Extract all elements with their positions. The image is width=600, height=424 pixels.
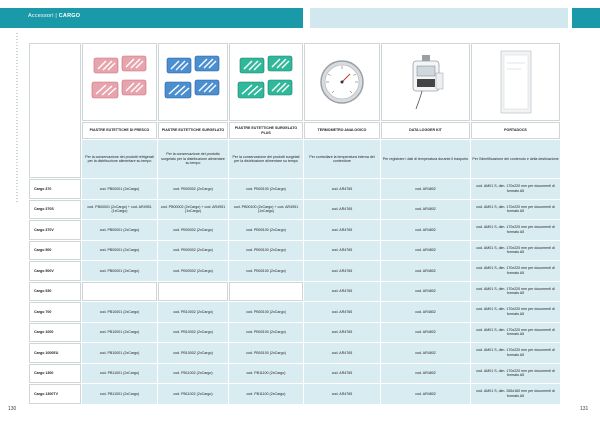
table-cell: cod. PB00100 (2xCargo) — [229, 179, 303, 199]
table-row — [29, 364, 560, 384]
product-description: Per la conservazione dei prodotti refrigerati per la distribuzione alimentare su tempo — [82, 140, 157, 178]
dotted-margin-decoration — [16, 32, 18, 204]
table-cell: cod. AR4802 — [381, 384, 470, 404]
table-cell: cod. PB00001 (2xCargo) — [82, 220, 157, 240]
table-cell: cod. PB10002 (2xCargo) — [158, 302, 228, 322]
section-title: Accessori | CARGO — [28, 13, 81, 19]
table-cell: cod. AR4765 — [304, 323, 380, 343]
model-label: Cargo 700 — [29, 302, 81, 322]
product-image-cell — [82, 43, 157, 121]
table-cell: cod. PB11001 (2xCargo) — [82, 364, 157, 384]
product-image-cell — [229, 43, 303, 121]
table-cell: cod. AM01 S, dim. 170x220 mm per documenti di formato A5 — [471, 282, 560, 302]
table-cell: cod. PB00002 (2xCargo) + cod. AR4951 (1xCargo) — [158, 200, 228, 220]
model-label: Cargo 370 — [29, 179, 81, 199]
product-image-cell — [304, 43, 380, 121]
blue-perforated-plates-image — [161, 52, 225, 112]
table-cell: cod. PB00002 (2xCargo) — [158, 241, 228, 261]
product-description: Per controllare la temperatura interna del contenitore — [304, 140, 380, 178]
table-cell: cod. AR4765 — [304, 343, 380, 363]
table-cell: cod. AR4765 — [304, 220, 380, 240]
analog-thermometer-image — [312, 52, 372, 112]
table-cell: cod. PB00100 (2xCargo) — [229, 241, 303, 261]
table-cell: cod. AR4765 — [304, 282, 380, 302]
table-cell: cod. PB00100 (2xCargo) — [229, 323, 303, 343]
model-label: Cargo 500V — [29, 261, 81, 281]
accessories-table — [28, 42, 561, 405]
table-cell: cod. PB00002 (2xCargo) — [158, 220, 228, 240]
table-cell: cod. PB10001 (2xCargo) — [82, 302, 157, 322]
table-cell: cod. PB00100 (2xCargo) — [229, 220, 303, 240]
header-band-left — [0, 8, 303, 28]
table-cell: cod. AR4765 — [304, 364, 380, 384]
page-header — [0, 8, 600, 28]
table-row — [29, 302, 560, 322]
table-cell: cod. AR4765 — [304, 200, 380, 220]
table-cell: cod. PB00001 (2xCargo) — [82, 179, 157, 199]
product-description: Per l'identificazione del contenuto e della destinazione — [471, 140, 560, 178]
table-cell: cod. AR4802 — [381, 241, 470, 261]
table-cell: cod. PB10001 (2xCargo) — [82, 343, 157, 363]
table-cell — [229, 282, 303, 302]
table-cell: cod. AM01 S, dim. 265x160 mm per documenti di formato A5 — [471, 384, 560, 404]
model-label: Cargo 1300 — [29, 364, 81, 384]
table-cell: cod. PB00100 (2xCargo) — [229, 302, 303, 322]
product-name: TERMOMETRO ANALOGICO — [304, 122, 380, 139]
table-cell: cod. PB00002 (2xCargo) — [158, 261, 228, 281]
table-cell: cod. PB00001 (2xCargo) + cod. AR4951 (1xCargo) — [82, 200, 157, 220]
data-logger-image — [396, 51, 456, 113]
product-image-cell — [381, 43, 470, 121]
page-number-left: 130 — [8, 406, 17, 412]
table-cell: cod. AR4802 — [381, 323, 470, 343]
table-cell: cod. AM01 S, dim. 170x220 mm per documenti di formato A5 — [471, 302, 560, 322]
product-name-row — [29, 122, 560, 139]
model-label: Cargo 500 — [29, 241, 81, 261]
table-cell — [158, 282, 228, 302]
product-name: PIASTRE EUTETTICHE SURGELATO PLUS — [229, 122, 303, 139]
table-cell: cod. AM01 S, dim. 170x220 mm per documenti di formato A5 — [471, 200, 560, 220]
table-row — [29, 343, 560, 363]
product-name: PIASTRE EUTETTICHE SURGELATO — [158, 122, 228, 139]
table-cell: cod. PB00002 (2xCargo) — [158, 179, 228, 199]
table-row — [29, 220, 560, 240]
table-corner-cell — [29, 43, 81, 178]
table-cell: cod. AR4802 — [381, 200, 470, 220]
model-label: Cargo 1000 — [29, 323, 81, 343]
table-cell: cod. AR4802 — [381, 364, 470, 384]
product-description-row — [29, 140, 560, 178]
table-cell: cod. PB10001 (2xCargo) — [82, 323, 157, 343]
table-cell: cod. AM01 S, dim. 170x220 mm per documenti di formato A5 — [471, 364, 560, 384]
table-cell: cod. AM01 S, dim. 170x220 mm per documenti di formato A5 — [471, 323, 560, 343]
table-cell: cod. PB00001 (2xCargo) — [82, 261, 157, 281]
table-cell: cod. PB11002 (2xCargo) — [158, 384, 228, 404]
model-rows — [29, 179, 560, 404]
model-label: Cargo 370V — [29, 220, 81, 240]
product-name: PORTADOCS — [471, 122, 560, 139]
table-cell: cod. PB10002 (2xCargo) — [158, 323, 228, 343]
table-cell: cod. PB11100 (2xCargo) — [229, 364, 303, 384]
green-perforated-plates-image — [234, 52, 298, 112]
table-row — [29, 282, 560, 302]
document-holder-image — [491, 47, 541, 117]
product-description: Per registrare i dati di temperatura durante il trasporto — [381, 140, 470, 178]
table-row — [29, 241, 560, 261]
product-description: Per la conservazione dei prodotti surgelati per la distribuzione alimentare su tempo — [229, 140, 303, 178]
table-cell: cod. AM01 S, dim. 170x220 mm per documenti di formato A5 — [471, 179, 560, 199]
page-number-right: 131 — [580, 406, 589, 412]
product-image-cell — [158, 43, 228, 121]
table-cell: cod. PB00001 (2xCargo) — [82, 241, 157, 261]
table-cell: cod. PB11002 (2xCargo) — [158, 364, 228, 384]
table-cell: cod. AR4802 — [381, 220, 470, 240]
table-cell: cod. PB10002 (2xCargo) — [158, 343, 228, 363]
table-cell: cod. AM01 S, dim. 170x220 mm per documenti di formato A5 — [471, 241, 560, 261]
table-row — [29, 323, 560, 343]
image-row — [29, 43, 560, 121]
table-cell: cod. AR4765 — [304, 179, 380, 199]
table-cell: cod. AM01 S, dim. 170x220 mm per documenti di formato A5 — [471, 343, 560, 363]
table-cell: cod. AR4802 — [381, 343, 470, 363]
table-cell: cod. AR4765 — [304, 302, 380, 322]
pink-perforated-plates-image — [88, 52, 152, 112]
table-cell: cod. AR4802 — [381, 302, 470, 322]
table-cell: cod. PB00100 (2xCargo) + cod. AR4951 (1xCargo) — [229, 200, 303, 220]
table-cell: cod. AM01 S, dim. 170x220 mm per documenti di formato A5 — [471, 220, 560, 240]
table-row — [29, 384, 560, 404]
product-image-cell — [471, 43, 560, 121]
table-cell: cod. AR4765 — [304, 384, 380, 404]
table-cell: cod. AR4802 — [381, 282, 470, 302]
table-row — [29, 200, 560, 220]
table-cell: cod. PB00100 (2xCargo) — [229, 261, 303, 281]
header-band-right — [310, 8, 568, 28]
model-label: Cargo 1300TV — [29, 384, 81, 404]
table-cell: cod. AR4802 — [381, 261, 470, 281]
table-cell: cod. PB00100 (2xCargo) — [229, 343, 303, 363]
product-name: DATA LOGGER KIT — [381, 122, 470, 139]
table-cell: cod. PB11001 (2xCargo) — [82, 384, 157, 404]
model-label: Cargo 1000EU — [29, 343, 81, 363]
table-cell: cod. AR4765 — [304, 261, 380, 281]
table-row — [29, 261, 560, 281]
model-label: Cargo 370S — [29, 200, 81, 220]
table-cell: cod. PB11100 (2xCargo) — [229, 384, 303, 404]
header-accent-block — [572, 8, 600, 28]
section-name: Accessori — [28, 13, 54, 19]
table-cell: cod. AR4765 — [304, 241, 380, 261]
table-row — [29, 179, 560, 199]
product-name: PIASTRE EUTETTICHE DI FRESCO — [82, 122, 157, 139]
model-label: Cargo 530 — [29, 282, 81, 302]
table-cell: cod. AM01 S, dim. 170x220 mm per documenti di formato A5 — [471, 261, 560, 281]
product-description: Per la conservazione del prodotto surgelato per la distribuzione alimentare su tempo — [158, 140, 228, 178]
table-cell — [82, 282, 157, 302]
section-brand: CARGO — [58, 13, 81, 19]
table-cell: cod. AR4802 — [381, 179, 470, 199]
